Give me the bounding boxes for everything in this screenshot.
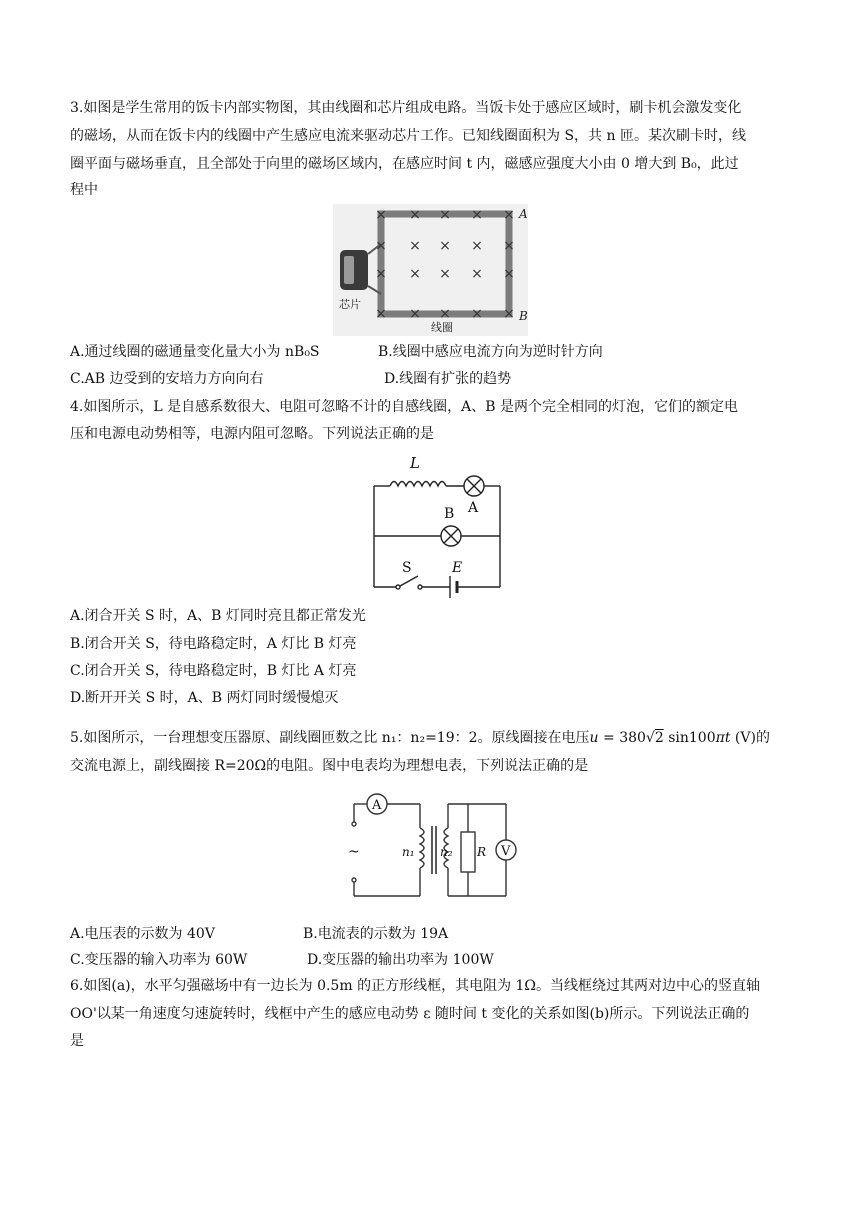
q3-option-c: C.AB 边受到的安培力方向向右: [70, 371, 264, 387]
chip-label: 芯片: [339, 298, 361, 311]
switch-blade: [400, 576, 418, 586]
q3-stem-line-2: 的磁场，从而在饭卡内的线圈中产生感应电流来驱动芯片工作。已知线圈面积为 S，共 n 匝。某次刷卡时，线: [70, 128, 746, 144]
q5-formula-sqrt-sign: √: [645, 730, 655, 746]
resistor-label: R: [477, 845, 487, 859]
svg-text:×: ×: [375, 238, 387, 254]
q5-option-c: C.变压器的输入功率为 60W: [70, 952, 248, 968]
svg-text:×: ×: [409, 266, 421, 282]
q3-option-a: A.通过线圈的磁通量变化量大小为 nB₀S: [70, 344, 320, 360]
q5-option-a: A.电压表的示数为 40V: [70, 926, 215, 942]
q6-stem-line-1: 6.如图(a)，水平匀强磁场中有一边长为 0.5m 的正方形线框，其电阻为 1Ω。当线框绕过其两对边中心的竖直轴: [70, 978, 761, 994]
svg-text:×: ×: [439, 238, 451, 254]
q5-formula-eq: = 380: [598, 730, 646, 746]
lamp-b-label: B: [444, 506, 455, 522]
q5-stem-line-1: [70, 728, 770, 748]
q3-stem-line-1: 3.如图是学生常用的饭卡内部实物图，其由线圈和芯片组成电路。当饭卡处于感应区域时，刷卡机会激发变化: [70, 100, 742, 116]
svg-text:×: ×: [409, 238, 421, 254]
q5-stem-line-2: 交流电源上，副线圈接 R=20Ω的电阻。图中电表均为理想电表，下列说法正确的是: [70, 758, 589, 774]
svg-text:×: ×: [503, 266, 515, 282]
q3-stem-line-3: 圈平面与磁场垂直，且全部处于向里的磁场区域内，在感应时间 t 内，磁感应强度大小由 0 增大到 B₀，此过: [70, 156, 739, 172]
q5-transformer-figure: [340, 788, 518, 903]
q5-stem-text-after: (V)的: [730, 730, 770, 746]
svg-text:×: ×: [471, 306, 483, 322]
inductor-coil: [390, 482, 446, 487]
svg-text:×: ×: [409, 207, 421, 223]
q3-stem-line-4: 程中: [70, 182, 98, 198]
q6-stem-line-3: 是: [70, 1033, 84, 1049]
coil-label: 线圈: [431, 321, 453, 334]
resistor: [461, 832, 475, 872]
q5-option-b: B.电流表的示数为 19A: [303, 926, 449, 942]
svg-text:×: ×: [375, 266, 387, 282]
svg-text:×: ×: [375, 306, 387, 322]
q3-option-b: B.线圈中感应电流方向为逆时针方向: [378, 344, 603, 360]
svg-text:×: ×: [503, 306, 515, 322]
n2-label: n₂: [440, 845, 453, 859]
svg-text:×: ×: [471, 207, 483, 223]
svg-text:×: ×: [409, 306, 421, 322]
svg-text:×: ×: [471, 266, 483, 282]
q4-stem-line-1: 4.如图所示，L 是自感系数很大、电阻可忽略不计的自感线圈，A、B 是两个完全相同的灯泡，它们的额定电: [70, 399, 738, 415]
q5-formula-sin: sin100: [663, 730, 716, 746]
ammeter-label: A: [372, 798, 382, 813]
lamp-a-label: A: [468, 500, 479, 516]
q6-stem-line-2: OO'以某一角速度匀速旋转时，线框中产生的感应电动势 ε 随时间 t 变化的关系如图(b)所示。下列说法正确的: [70, 1006, 750, 1022]
q5-stem-text-before: 5.如图所示，一台理想变压器原、副线圈匝数之比 n₁：n₂=19：2。原线圈接在电压: [70, 730, 590, 746]
q4-stem-line-2: 压和电源电动势相等，电源内阻可忽略。下列说法正确的是: [70, 426, 434, 442]
q4-option-a: A.闭合开关 S 时，A、B 灯同时亮且都正常发光: [70, 608, 366, 624]
svg-text:×: ×: [439, 306, 451, 322]
svg-text:×: ×: [439, 207, 451, 223]
q4-inductor-circuit-figure: [362, 450, 507, 598]
switch-label: S: [402, 560, 412, 576]
q5-formula-sqrt-arg: 2: [654, 730, 664, 746]
switch-pivot: [396, 585, 400, 589]
voltmeter-label: V: [501, 844, 511, 859]
svg-text:×: ×: [471, 238, 483, 254]
q3-card-coil-figure: [333, 204, 528, 336]
corner-b-label: B: [519, 309, 528, 323]
svg-text:×: ×: [503, 207, 515, 223]
q4-option-d: D.断开开关 S 时，A、B 两灯同时缓慢熄灭: [70, 690, 339, 706]
primary-coil: [420, 828, 424, 868]
svg-text:×: ×: [439, 266, 451, 282]
svg-text:×: ×: [503, 238, 515, 254]
q5-formula-pit: πt: [715, 730, 731, 746]
q4-option-b: B.闭合开关 S，待电路稳定时，A 灯比 B 灯亮: [70, 636, 357, 652]
svg-text:×: ×: [375, 207, 387, 223]
corner-a-label: A: [519, 207, 528, 221]
q5-formula-u: u: [589, 730, 599, 746]
q3-option-d: D.线圈有扩张的趋势: [384, 371, 512, 387]
n1-label: n₁: [402, 845, 415, 859]
source-label: E: [452, 560, 463, 576]
ac-source-symbol: ~: [348, 844, 360, 860]
inductor-label: L: [410, 454, 420, 472]
q5-option-d: D.变压器的输出功率为 100W: [307, 952, 494, 968]
q4-option-c: C.闭合开关 S，待电路稳定时，B 灯比 A 灯亮: [70, 663, 357, 679]
